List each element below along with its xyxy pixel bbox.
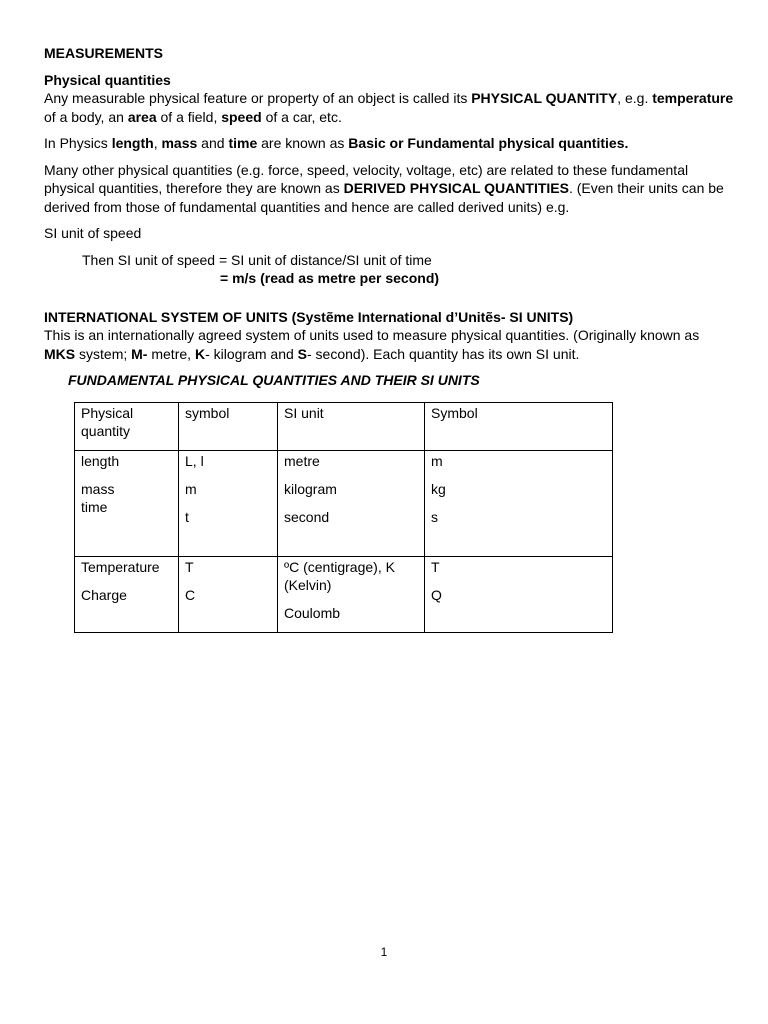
cell-quantities: Temperature Charge xyxy=(75,557,179,633)
paragraph-fundamental: In Physics length, mass and time are known as Basic or Fundamental physical quantities. xyxy=(44,135,629,151)
paragraph-speed-unit: SI unit of speed xyxy=(44,225,142,241)
cell-unit-symbols: T Q xyxy=(425,557,613,633)
si-units-table xyxy=(74,402,613,633)
speed-formula-line: Then SI unit of speed = SI unit of distance/SI unit of time xyxy=(82,251,432,268)
page-title: MEASUREMENTS xyxy=(44,45,164,61)
header-symbol: symbol xyxy=(179,403,278,451)
table-row xyxy=(75,557,613,633)
section-heading-physical-quantities: Physical quantities xyxy=(44,71,171,88)
page-number: 1 xyxy=(380,945,388,959)
table-title: FUNDAMENTAL PHYSICAL QUANTITIES AND THEIR SI UNITS xyxy=(68,372,480,388)
cell-units: metre kilogram second xyxy=(278,451,425,557)
document-page xyxy=(44,44,734,621)
header-physical-quantity: Physical quantity xyxy=(75,403,179,451)
cell-unit-symbols: m kg s xyxy=(425,451,613,557)
section-heading-si-units: INTERNATIONAL SYSTEM OF UNITS (Systẽme International d’Unitẽs- SI UNITS) xyxy=(44,308,574,325)
paragraph-definition: Any measurable physical feature or property of an object is called its PHYSICAL QUANTITY, e.g. temperature of a body, an area of a field, speed of a car, etc. xyxy=(44,90,734,125)
speed-formula-result: = m/s (read as metre per second) xyxy=(220,270,440,286)
header-unit-symbol: Symbol xyxy=(425,403,613,451)
paragraph-si-description: This is an internationally agreed system of units used to measure physical quantities. (Originally known as MKS system; M- metre, K- kilogram and S- second). Each quantity has its own SI unit. xyxy=(44,327,700,362)
table-header-row xyxy=(75,403,613,451)
cell-symbols: T C xyxy=(179,557,278,633)
paragraph-derived: Many other physical quantities (e.g. force, speed, velocity, voltage, etc) are related to these fundamental physical quantities, therefore they are known as DERIVED PHYSICAL QUANTITIES. (Even their units can be derived from those of fundamental quantities and hence are called derived units) e.g. xyxy=(44,161,724,215)
cell-units: ºC (centigrage), K (Kelvin) Coulomb xyxy=(278,557,425,633)
table-row xyxy=(75,451,613,557)
header-si-unit: SI unit xyxy=(278,403,425,451)
cell-quantities: length mass time xyxy=(75,451,179,557)
cell-symbols: L, l m t xyxy=(179,451,278,557)
